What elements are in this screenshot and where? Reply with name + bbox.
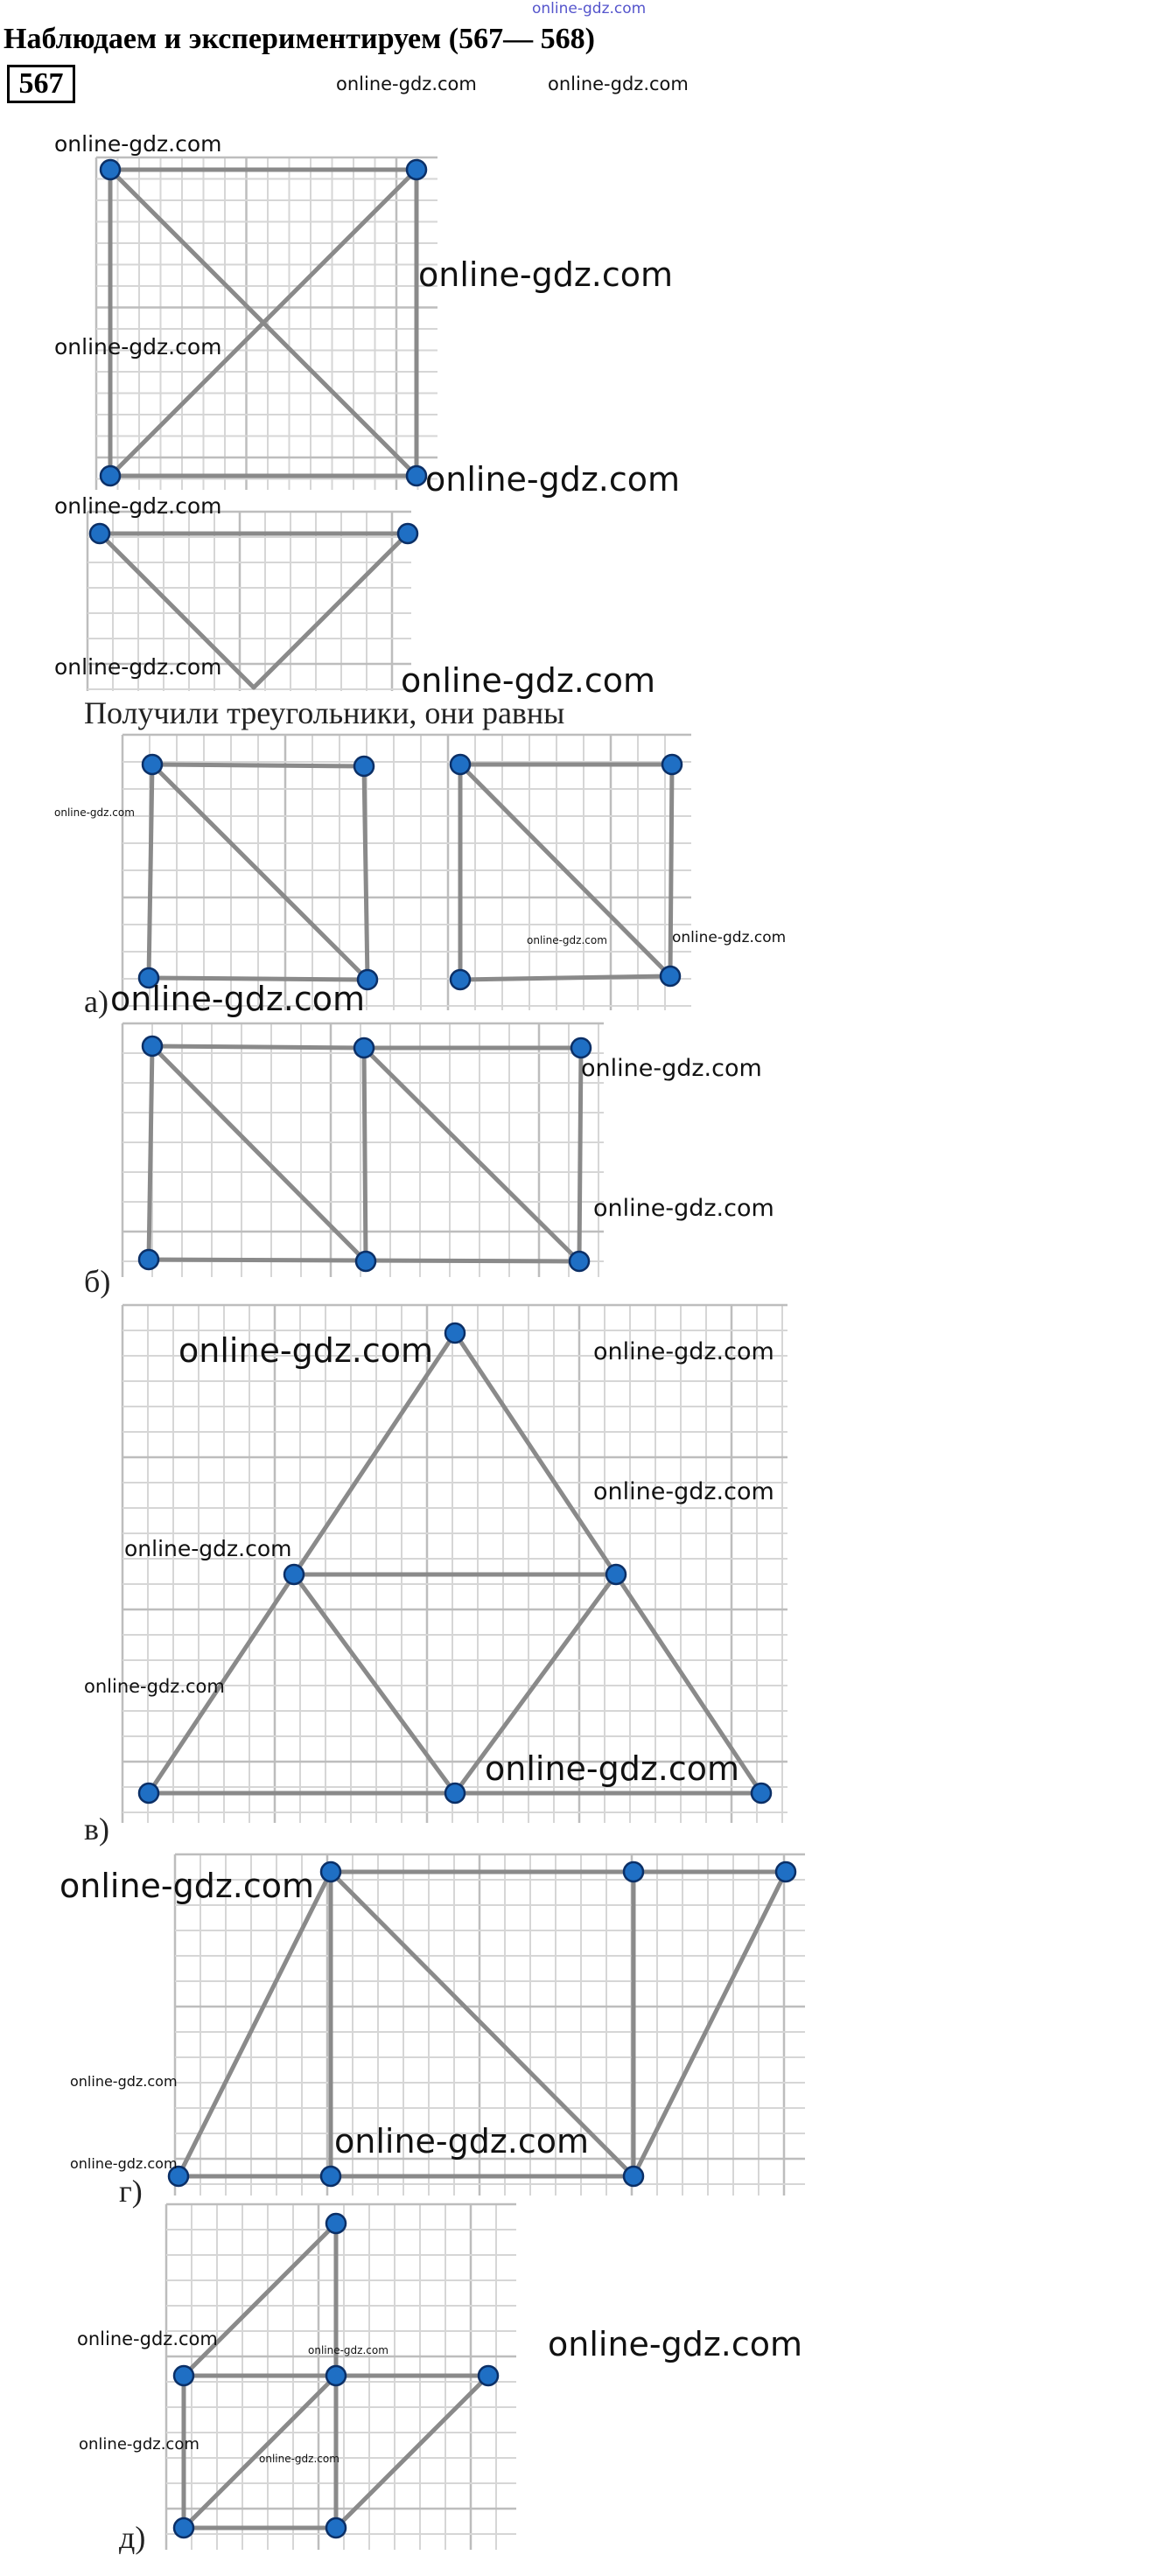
page-title: Наблюдаем и экспериментируем (567— 568) bbox=[4, 23, 595, 55]
folded-point bbox=[398, 524, 417, 543]
panel-b-segment bbox=[364, 1048, 366, 1261]
task-number-box: 567 bbox=[7, 65, 75, 103]
panel-v-point bbox=[752, 1784, 771, 1803]
panel-label-a: а) bbox=[84, 984, 108, 1019]
panel-label-g: г) bbox=[119, 2174, 143, 2209]
watermark: online-gdz.com bbox=[178, 1331, 434, 1370]
watermark: online-gdz.com bbox=[425, 460, 681, 499]
panel-b-point bbox=[356, 1252, 375, 1271]
watermark: online-gdz.com bbox=[70, 2155, 178, 2172]
panel-d-point bbox=[174, 2366, 193, 2385]
panel-v-point bbox=[445, 1323, 465, 1343]
watermark: online-gdz.com bbox=[84, 1676, 225, 1697]
panel-a-right-point bbox=[662, 755, 682, 774]
panel-a-left-point bbox=[143, 755, 162, 774]
panel-g-segment bbox=[178, 1872, 331, 2176]
panel-a-right-point bbox=[451, 755, 470, 774]
watermark: online-gdz.com bbox=[54, 654, 222, 680]
panel-d-point bbox=[326, 2214, 346, 2233]
panel-b-point bbox=[143, 1037, 162, 1056]
square-point bbox=[101, 466, 120, 485]
watermark: online-gdz.com bbox=[54, 334, 222, 360]
panel-a-left-segment bbox=[152, 764, 368, 980]
watermark: online-gdz.com bbox=[77, 2328, 218, 2349]
watermark: online-gdz.com bbox=[308, 2344, 388, 2356]
panel-v-point bbox=[606, 1565, 626, 1584]
panel-g-point bbox=[624, 2167, 643, 2186]
panel-b-point bbox=[354, 1038, 374, 1058]
panel-a-right-point bbox=[451, 970, 470, 989]
watermark: online-gdz.com bbox=[527, 934, 607, 946]
watermark: online-gdz.com bbox=[70, 2073, 178, 2090]
top-watermark: online-gdz.com bbox=[532, 0, 647, 17]
watermark: online-gdz.com bbox=[672, 929, 787, 946]
panel-d-point bbox=[326, 2366, 346, 2385]
panel-label-v: в) bbox=[84, 1812, 109, 1846]
panel-v-segment bbox=[294, 1574, 455, 1793]
watermark: online-gdz.com bbox=[336, 73, 477, 94]
panel-g-point bbox=[776, 1862, 795, 1881]
panel-d-point bbox=[326, 2518, 346, 2538]
square-point bbox=[407, 160, 426, 179]
watermark: online-gdz.com bbox=[485, 1749, 740, 1788]
watermark: online-gdz.com bbox=[581, 1055, 762, 1082]
watermark: online-gdz.com bbox=[110, 980, 366, 1018]
panel-b-segment bbox=[364, 1048, 579, 1261]
panel-d-segment bbox=[336, 2376, 488, 2528]
square-point bbox=[407, 466, 426, 485]
panel-g-point bbox=[624, 1862, 643, 1881]
panel-v-segment bbox=[149, 1333, 455, 1793]
watermark: online-gdz.com bbox=[54, 493, 222, 519]
watermark: online-gdz.com bbox=[54, 806, 135, 819]
panel-v-point bbox=[445, 1784, 465, 1803]
watermark: online-gdz.com bbox=[259, 2453, 340, 2465]
watermark: online-gdz.com bbox=[79, 2435, 200, 2454]
panel-g-point bbox=[321, 2167, 340, 2186]
panel-label-d: д) bbox=[119, 2520, 146, 2555]
panel-b-segment bbox=[152, 1046, 366, 1261]
watermark: online-gdz.com bbox=[593, 1195, 774, 1222]
watermark: online-gdz.com bbox=[418, 255, 674, 294]
panel-b-point bbox=[139, 1250, 158, 1269]
panel-d-point bbox=[479, 2366, 498, 2385]
watermark: online-gdz.com bbox=[124, 1536, 292, 1561]
watermark: online-gdz.com bbox=[60, 1867, 315, 1905]
panel-a-right-point bbox=[661, 967, 680, 986]
watermark: online-gdz.com bbox=[54, 131, 222, 157]
folded-point bbox=[90, 524, 109, 543]
watermark: online-gdz.com bbox=[593, 1338, 774, 1365]
watermark: online-gdz.com bbox=[548, 73, 689, 94]
watermark: online-gdz.com bbox=[334, 2122, 590, 2161]
panel-v-point bbox=[139, 1784, 158, 1803]
panel-d-segment bbox=[184, 2376, 336, 2528]
panel-v-point bbox=[284, 1565, 304, 1584]
panel-a-left-point bbox=[354, 757, 374, 776]
watermark: online-gdz.com bbox=[593, 1478, 774, 1505]
watermark: online-gdz.com bbox=[401, 661, 656, 700]
panel-b-segment bbox=[152, 1046, 364, 1048]
panel-g-point bbox=[321, 1862, 340, 1881]
square-point bbox=[101, 160, 120, 179]
watermark: online-gdz.com bbox=[548, 2325, 803, 2363]
panel-v-segment bbox=[455, 1333, 761, 1793]
panel-d-point bbox=[174, 2518, 193, 2538]
panel-label-b: б) bbox=[84, 1264, 111, 1299]
caption-triangles-equal: Получили треугольники, они равны bbox=[84, 695, 565, 730]
panel-a-left-segment bbox=[152, 764, 364, 766]
panel-b-point bbox=[570, 1252, 589, 1271]
